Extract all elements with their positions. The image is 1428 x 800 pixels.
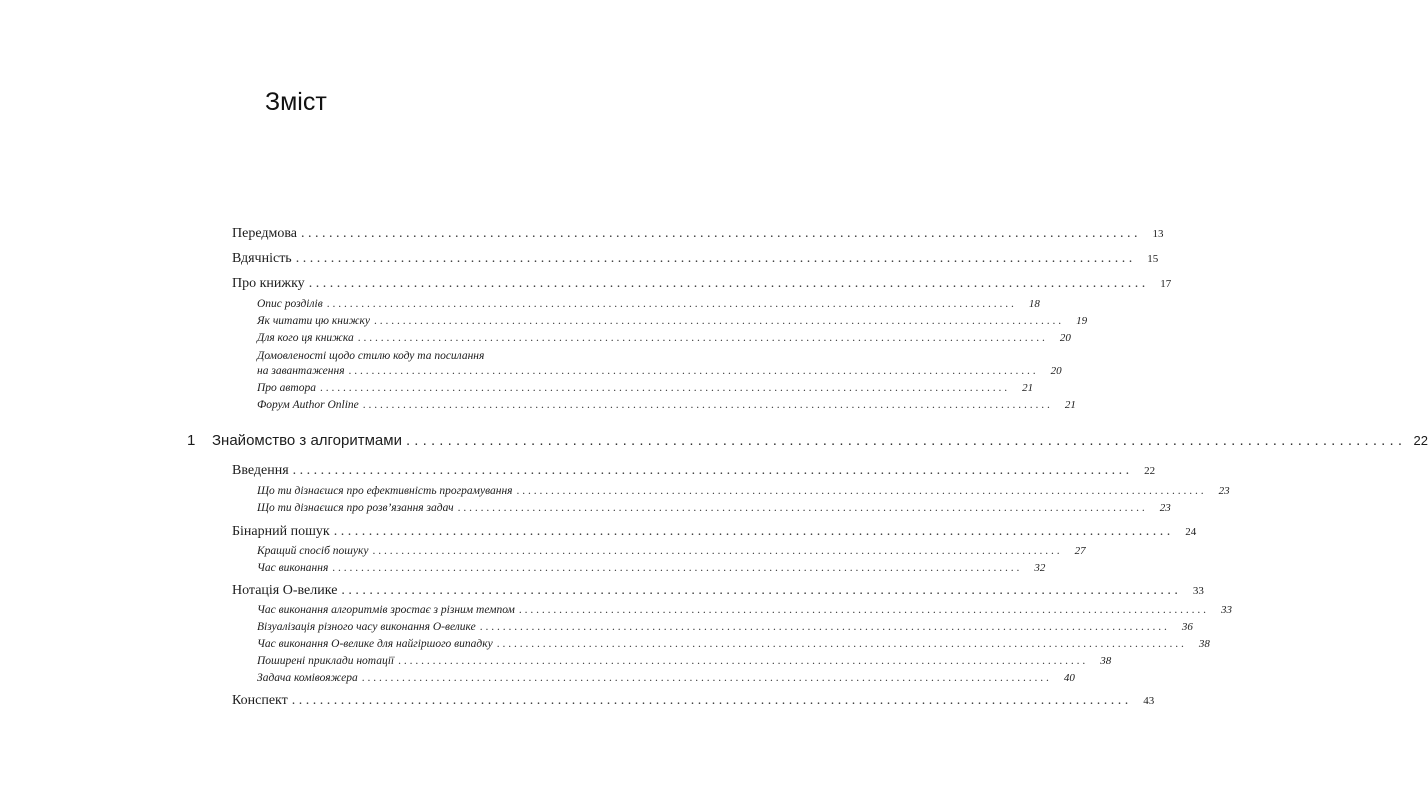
toc-page: 43 <box>1143 695 1155 707</box>
toc-entry-common-examples[interactable] <box>257 655 1112 673</box>
dot-leader: . . . . . . . . . . . . . . . . . . . . . . . . . . . . . . . . . . . . . . . . . . . . . . . . . . . . . . . . . . . . . . . . . . . . . . . . . . . . . . . . . . . . . . . . . . . . . . . . . . . . . . . . . . . . . . . . . . . . . . . . <box>496 638 1184 650</box>
toc-label: Час виконання О-велике для найгіршого випадку <box>257 638 493 650</box>
dot-leader: . . . . . . . . . . . . . . . . . . . . . . . . . . . . . . . . . . . . . . . . . . . . . . . . . . . . . . . . . . . . . . . . . . . . . . . . . . . . . . . . . . . . . . . . . . . . . . . . . . . . . . . . . . . . . . . . . . . . . . . . <box>479 621 1167 633</box>
toc-label: Як читати цю книжку <box>257 315 370 327</box>
toc-entry-about-author[interactable] <box>257 382 1034 400</box>
toc-label: на завантаження <box>257 365 345 377</box>
toc-page: 38 <box>1198 638 1210 650</box>
toc-label: Нотація О-велике <box>232 583 338 598</box>
dot-leader: . . . . . . . . . . . . . . . . . . . . . . . . . . . . . . . . . . . . . . . . . . . . . . . . . . . . . . . . . . . . . . . . . . . . . . . . . . . . . . . . . . . . . . . . . . . . . . . . . . . . . . . . . . . . . . . . . . . . . . . . <box>362 399 1050 411</box>
dot-leader: . . . . . . . . . . . . . . . . . . . . . . . . . . . . . . . . . . . . . . . . . . . . . . . . . . . . . . . . . . . . . . . . . . . . . . . . . . . . . . . . . . . . . . . . . . . . . . . . . . . . . . . . . . . . . . . . . . . . . . . . <box>292 463 1130 478</box>
dot-leader: . . . . . . . . . . . . . . . . . . . . . . . . . . . . . . . . . . . . . . . . . . . . . . . . . . . . . . . . . . . . . . . . . . . . . . . . . . . . . . . . . . . . . . . . . . . . . . . . . . . . . . . . . . . . . . . . . . . . . . . . <box>326 298 1014 310</box>
toc-label: Час виконання алгоритмів зростає з різним темпом <box>257 604 515 616</box>
toc-label: Введення <box>232 463 289 478</box>
toc-page: 23 <box>1159 502 1171 514</box>
toc-entry-introduction[interactable] <box>232 463 1156 481</box>
dot-leader: . . . . . . . . . . . . . . . . . . . . . . . . . . . . . . . . . . . . . . . . . . . . . . . . . . . . . . . . . . . . . . . . . . . . . . . . . . . . . . . . . . . . . . . . . . . . . . . . . . . . . . . . . . . . . . . . . . . . . . . . <box>295 251 1133 266</box>
toc-page: 15 <box>1147 253 1159 265</box>
dot-leader: . . . . . . . . . . . . . . . . . . . . . . . . . . . . . . . . . . . . . . . . . . . . . . . . . . . . . . . . . . . . . . . . . . . . . . . . . . . . . . . . . . . . . . . . . . . . . . . . . . . . . . . . . . . . . . . . . . . . . . . . <box>300 226 1138 241</box>
dot-leader: . . . . . . . . . . . . . . . . . . . . . . . . . . . . . . . . . . . . . . . . . . . . . . . . . . . . . . . . . . . . . . . . . . . . . . . . . . . . . . . . . . . . . . . . . . . . . . . . . . . . . . . . . . . . . . . . . . . . . . . . <box>372 545 1060 557</box>
toc-page: 23 <box>1218 485 1230 497</box>
toc-label: Знайомство з алгоритмами <box>212 432 402 449</box>
dot-leader: . . . . . . . . . . . . . . . . . . . . . . . . . . . . . . . . . . . . . . . . . . . . . . . . . . . . . . . . . . . . . . . . . . . . . . . . . . . . . . . . . . . . . . . . . . . . . . . . . . . . . . . . . . . . . . . . . . . . . . . . <box>348 365 1036 377</box>
toc-label: Про автора <box>257 382 316 394</box>
toc-entry-worst-case[interactable] <box>257 638 1210 656</box>
toc-page: 21 <box>1022 382 1034 394</box>
dot-leader: . . . . . . . . . . . . . . . . . . . . . . . . . . . . . . . . . . . . . . . . . . . . . . . . . . . . . . . . . . . . . . . . . . . . . . . . . . . . . . . . . . . . . . . . . . . . . . . . . . . . . . . . . . . . . . . . . . . . . . . . <box>398 655 1086 667</box>
toc-entry-running-time[interactable] <box>257 562 1046 580</box>
toc-label: Що ти дізнаєшся про ефективність програмування <box>257 485 513 497</box>
toc-page: 36 <box>1181 621 1193 633</box>
toc-page: 20 <box>1059 332 1071 344</box>
dot-leader: . . . . . . . . . . . . . . . . . . . . . . . . . . . . . . . . . . . . . . . . . . . . . . . . . . . . . . . . . . . . . . . . . . . . . . . . . . . . . . . . . . . . . . . . . . . . . . . . . . . . . . . . . . . . . . . . . . . . . . . . <box>308 276 1146 291</box>
toc-label: Опис розділів <box>257 298 323 310</box>
toc-page: 40 <box>1063 672 1075 684</box>
toc-page: 32 <box>1034 562 1046 574</box>
toc-label: Час виконання <box>257 562 329 574</box>
dot-leader: . . . . . . . . . . . . . . . . . . . . . . . . . . . . . . . . . . . . . . . . . . . . . . . . . . . . . . . . . . . . . . . . . . . . . . . . . . . . . . . . . . . . . . . . . . . . . . . . . . . . . . . . . . . . . . . . . . . . . . . . <box>333 524 1171 539</box>
toc-page: 27 <box>1074 545 1086 557</box>
dot-leader: . . . . . . . . . . . . . . . . . . . . . . . . . . . . . . . . . . . . . . . . . . . . . . . . . . . . . . . . . . . . . . . . . . . . . . . . . . . . . . . . . . . . . . . . . . . . . . . . . . . . . . . . . . . . . . . . . . . . . . . . <box>518 604 1207 616</box>
toc-entry-code-conventions[interactable] <box>257 365 1062 383</box>
toc-entry-visualizing-big-o[interactable] <box>257 621 1193 639</box>
toc-entry-better-search[interactable] <box>257 545 1086 563</box>
dot-leader: . . . . . . . . . . . . . . . . . . . . . . . . . . . . . . . . . . . . . . . . . . . . . . . . . . . . . . . . . . . . . . . . . . . . . . . . . . . . . . . . . . . . . . . . . . . . . . . . . . . . . . . . . . . . . . . . . . . . . . . . <box>341 583 1178 598</box>
toc-label: Конспект <box>232 693 288 708</box>
toc-label: Поширені приклади нотації <box>257 655 395 667</box>
toc-page: 21 <box>1064 399 1076 411</box>
page-title: Зміст <box>265 88 327 116</box>
dot-leader: . . . . . . . . . . . . . . . . . . . . . . . . . . . . . . . . . . . . . . . . . . . . . . . . . . . . . . . . . . . . . . . . . . . . . . . . . . . . . . . . . . . . . . . . . . . . . . . . . . . . . . . . . . . . . . . . . . . . . . . . <box>405 432 1402 449</box>
toc-page: 17 <box>1160 278 1172 290</box>
toc-label: Вдячність <box>232 251 292 266</box>
dot-leader: . . . . . . . . . . . . . . . . . . . . . . . . . . . . . . . . . . . . . . . . . . . . . . . . . . . . . . . . . . . . . . . . . . . . . . . . . . . . . . . . . . . . . . . . . . . . . . . . . . . . . . . . . . . . . . . . . . . . . . . . <box>361 672 1049 684</box>
toc-label: Для кого ця книжка <box>257 332 354 344</box>
toc-entry-acknowledgements[interactable] <box>232 251 1159 269</box>
toc-entry-learn-problem-solving[interactable] <box>257 502 1171 520</box>
chapter-number: 1 <box>187 432 196 449</box>
dot-leader: . . . . . . . . . . . . . . . . . . . . . . . . . . . . . . . . . . . . . . . . . . . . . . . . . . . . . . . . . . . . . . . . . . . . . . . . . . . . . . . . . . . . . . . . . . . . . . . . . . . . . . . . . . . . . . . . . . . . . . . . <box>357 332 1045 344</box>
toc-entry-binary-search[interactable] <box>232 524 1197 542</box>
toc-page: 22 <box>1144 465 1156 477</box>
toc-label: Візуалізація різного часу виконання О-велике <box>257 621 476 633</box>
toc-entry-how-to-read[interactable] <box>257 315 1088 333</box>
toc-label: Про книжку <box>232 276 305 291</box>
toc-label-line1: Домовленості щодо стилю коду та посилання <box>257 350 485 362</box>
dot-leader: . . . . . . . . . . . . . . . . . . . . . . . . . . . . . . . . . . . . . . . . . . . . . . . . . . . . . . . . . . . . . . . . . . . . . . . . . . . . . . . . . . . . . . . . . . . . . . . . . . . . . . . . . . . . . . . . . . . . . . . . <box>319 382 1008 394</box>
dot-leader: . . . . . . . . . . . . . . . . . . . . . . . . . . . . . . . . . . . . . . . . . . . . . . . . . . . . . . . . . . . . . . . . . . . . . . . . . . . . . . . . . . . . . . . . . . . . . . . . . . . . . . . . . . . . . . . . . . . . . . . . <box>291 693 1129 708</box>
toc-page: 18 <box>1028 298 1040 310</box>
toc-page: 13 <box>1152 228 1164 240</box>
toc-entry-about-book[interactable] <box>232 276 1172 294</box>
dot-leader: . . . . . . . . . . . . . . . . . . . . . . . . . . . . . . . . . . . . . . . . . . . . . . . . . . . . . . . . . . . . . . . . . . . . . . . . . . . . . . . . . . . . . . . . . . . . . . . . . . . . . . . . . . . . . . . . . . . . . . . . <box>457 502 1145 514</box>
toc-entry-recap[interactable] <box>232 693 1155 711</box>
toc-page: 38 <box>1100 655 1112 667</box>
toc-entry-growth-rates[interactable] <box>257 604 1233 622</box>
dot-leader: . . . . . . . . . . . . . . . . . . . . . . . . . . . . . . . . . . . . . . . . . . . . . . . . . . . . . . . . . . . . . . . . . . . . . . . . . . . . . . . . . . . . . . . . . . . . . . . . . . . . . . . . . . . . . . . . . . . . . . . . <box>373 315 1062 327</box>
toc-label: Форум Author Online <box>257 399 359 411</box>
toc-entry-author-online[interactable] <box>257 399 1076 417</box>
toc-entry-big-o[interactable] <box>232 583 1204 601</box>
toc-entry-audience[interactable] <box>257 332 1071 350</box>
toc-label: Задача комівояжера <box>257 672 358 684</box>
toc-entry-preface[interactable] <box>232 226 1164 244</box>
toc-label: Що ти дізнаєшся про розв’язання задач <box>257 502 454 514</box>
toc-page: 20 <box>1050 365 1062 377</box>
toc-page: 22 <box>1413 433 1428 448</box>
toc-page: 33 <box>1221 604 1233 616</box>
toc-label: Передмова <box>232 226 297 241</box>
toc-entry-chapter-overview[interactable] <box>257 298 1040 316</box>
toc-label: Кращий спосіб пошуку <box>257 545 369 557</box>
toc-entry-chapter-1[interactable] <box>212 432 1428 450</box>
toc-entry-learn-efficiency[interactable] <box>257 485 1230 503</box>
toc-entry-traveling-salesperson[interactable] <box>257 672 1075 690</box>
toc-page: 33 <box>1192 585 1204 597</box>
toc-label: Бінарний пошук <box>232 524 330 539</box>
toc-page: 19 <box>1076 315 1088 327</box>
dot-leader: . . . . . . . . . . . . . . . . . . . . . . . . . . . . . . . . . . . . . . . . . . . . . . . . . . . . . . . . . . . . . . . . . . . . . . . . . . . . . . . . . . . . . . . . . . . . . . . . . . . . . . . . . . . . . . . . . . . . . . . . <box>332 562 1020 574</box>
toc-page: 24 <box>1185 526 1197 538</box>
dot-leader: . . . . . . . . . . . . . . . . . . . . . . . . . . . . . . . . . . . . . . . . . . . . . . . . . . . . . . . . . . . . . . . . . . . . . . . . . . . . . . . . . . . . . . . . . . . . . . . . . . . . . . . . . . . . . . . . . . . . . . . . <box>516 485 1204 497</box>
